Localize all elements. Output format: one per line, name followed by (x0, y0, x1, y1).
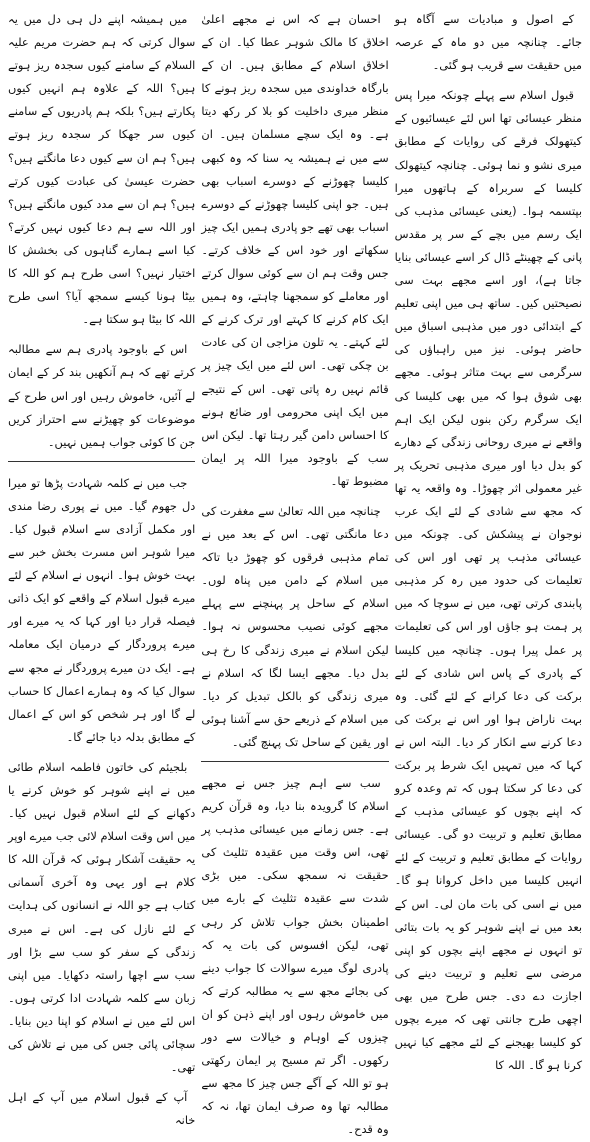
column-left (8, 8, 196, 1128)
paragraph: چنانچہ میں اللہ تعالیٰ سے مغفرت کی دعا مانگتی تھی۔ اس کے بعد میں نے تمام مذہبی فرقوں کو چھوڑ دیا تاکہ میں اسلام کے دامن میں پناہ لوں۔ اسلام کے ساحل پر پہنچنے سے پہلے مجھے کوئی نصیب محسوس نہ ہوا۔ لیکن اسلام نے میری زندگی کا رخ ہی بدل دیا۔ مجھے ایسا لگا کہ اسلام نے میری زندگی کو بالکل تبدیل کر دیا۔ میں اسلام کے ذریعے حق سے آشنا ہوئی اور یقین کے ساحل تک پہنچ گئی۔ (201, 503, 389, 749)
paragraph: آپ کے قبول اسلام میں آپ کے اہل خانہ (8, 1090, 196, 1128)
paragraph: میں ہمیشہ اپنے دل ہی دل میں یہ سوال کرتی کہ ہم حضرت مریم علیہ السلام کے سامنے کیوں سجدہ ریز ہوتے ہیں؟ اللہ کے علاوہ ہم انہیں کیوں پکارتے ہیں؟ بلکہ ہم پادریوں کے سامنے کیوں سر جھکا کر سجدہ ریز ہوتے ہیں؟ ہم ان سے کیوں دعا مانگتے ہیں؟ حضرت عیسیٰ کی عبادت کیوں کرتے ہیں؟ ہم ان سے مدد کیوں مانگتے ہیں؟ اور اللہ سے ہم دعا کیوں نہیں کرتے؟ کیا اسے ہمارے گناہوں کی بخشش کا اختیار نہیں؟ اسی طرح ہم کو اللہ کا بیٹا ہونا کیسے سمجھ آیا؟ اسی طرح اللہ کا بیٹا ہو سکتا ہے۔ (8, 12, 196, 327)
paragraph: بلجیئم کی خاتون فاطمہ اسلام طائی میں نے اپنے شوہر کو خوش کرنے یا دکھانے کے لئے اسلام قبول نہیں کیا۔ میں اس وقت اسلام لائی جب میرے اوپر یہ حقیقت آشکار ہوئی کہ قرآن اللہ کا کلام ہے اور یہی وہ آخری آسمانی کتاب ہے جو اللہ نے انسانوں کی ہدایت کے لئے نازل کی ہے۔ اس نے میری زندگی کے سفر کو سب سے بڑا اور سب سے اچھا راستہ دکھایا۔ میں اپنی زبان سے کلمہ شہادت ادا کرتی ہوں۔ اس لئے میں نے اسلام کو اپنا دین بنایا۔ سچائی پائی جس کی میں نے تلاش کی تھی۔ (8, 759, 196, 1075)
section-divider (201, 761, 388, 762)
paragraph: جب میں نے کلمہ شہادت پڑھا تو میرا دل جھوم گیا۔ میں نے پوری رضا مندی اور مکمل آزادی سے اسلام قبول کیا۔ میرا شوہر اس مسرت بخش خبر سے بہت خوش ہوا۔ انہوں نے اسلام کے لئے میرے قبول اسلام کے واقعے کو ایک ذاتی فیصلہ قرار دیا اور کہا کہ یہ میرے اور میرے پروردگار کے درمیان ایک معاملہ ہے۔ ایک دن میرے پروردگار نے مجھ سے سوال کیا کہ وہ ہمارے اعمال کا حساب لے گا اور ہر شخص کو اس کے اعمال کے مطابق بدلہ دیا جائے گا۔ (8, 475, 196, 744)
magazine-page (8, 8, 582, 1137)
column-right (394, 8, 582, 1073)
section-divider (8, 461, 195, 462)
paragraph: سب سے اہم چیز جس نے مجھے اسلام کا گرویدہ بنا دیا، وہ قرآن کریم ہے۔ جس زمانے میں عیسائی مذہب پر تھی، اس وقت میں عقیدہ تثلیث کی حقیقت نہ سمجھ سکی۔ میں بڑی شدت سے عقیدہ تثلیث کے بارے میں اطمینان بخش جواب تلاش کر رہی تھی، لیکن افسوس کی بات یہ کہ پادری لوگ میرے سوالات کا جواب دینے کی بجائے مجھ سے یہ مطالبہ کرتے کہ میں خاموش رہوں اور اپنے ذہن کو ان چیزوں کے اوہام و خیالات سے دور رکھوں۔ اگر تم مسیح پر ایمان رکھتی ہو تو اللہ کے آگے جس چیز کا مجھ سے مطالبہ تھا وہ صرف ایمان تھا، نہ کہ وہ قدح۔ (201, 776, 389, 1137)
column-middle (201, 8, 389, 1137)
paragraph: اس کے باوجود پادری ہم سے مطالبہ کرتے تھے کہ ہم آنکھیں بند کر کے ایمان لے آئیں، خاموش رہیں اور اس طرح کے موضوعات کو چھیڑنے سے احتراز کریں جن کا کوئی جواب ہمیں نہیں۔ (8, 342, 196, 449)
paragraph: کے اصول و مبادیات سے آگاہ ہو جائے۔ چنانچہ میں دو ماہ کے عرصہ میں حقیقت سے قریب ہو گئی۔ (394, 12, 582, 73)
paragraph: احسان ہے کہ اس نے مجھے اعلیٰ اخلاق کا مالک شوہر عطا کیا۔ ان کے اخلاق اسلام کے مطابق ہیں۔ ان کے بارگاہ خداوندی میں سجدہ ریز ہونے کا منظر میری داخلیت کو بلا کر رکھ دیتا ہے۔ وہ ایک سچے مسلمان ہیں۔ ان سے میں نے ہمیشہ یہ سنا کہ وہ کبھی کلیسا چھوڑنے کے دوسرے اسباب بھی ہیں۔ جو اپنی کلیسا چھوڑنے کے دوسرے اسباب بھی تھے جو پادری ہمیں ایک چیز سکھاتے اور خود اس کے خلاف کرتے۔ جس وقت ہم ان سے کوئی سوال کرتے اور معاملے کو سمجھنا چاہتے، وہ ہمیں ایک کام کرنے کا کہتے اور ترک کرنے کے لئے کہتے۔ یہ تلون مزاجی ان کی عادت بن چکی تھی۔ اس لئے میں ایک چیز پر قائم نہیں رہ پاتی تھی۔ اس کے نتیجے میں ایک اپنی محرومی اور ضائع ہونے کا احساس دامن گیر رہتا تھا۔ لیکن اس سب کے باوجود میرا اللہ پر ایمان مضبوط تھا۔ (201, 12, 389, 488)
paragraph: قبول اسلام سے پہلے چونکہ میرا پس منظر عیسائی تھا اس لئے عیسائیوں کے کیتھولک فرقے کی روایات کے مطابق میری نشو و نما ہوئی۔ چنانچہ کیتھولک کلیسا کے سربراہ کے ہاتھوں میرا بپتسمہ ہوا۔ (یعنی عیسائی مذہب کی ایک رسم میں بچے کے سر پر مقدس پانی کے چھینٹے ڈال کر اسے عیسائی بنایا جاتا ہے)، اور اسے مجھے بہت سی نصیحتیں کیں۔ ساتھ ہی میں اپنی تعلیم کے ابتدائی دور میں مذہبی اسباق میں حاضر ہوئی۔ نیز میں راہباؤں کی سرگرمی سے بہت متاثر ہوئی۔ مجھے بھی شوق ہوا کہ میں بھی کلیسا کی ایک سرگرم رکن بنوں لیکن ایک اہم واقعے نے میری روحانی زندگی کے دھارے کو بدل دیا اور میری مذہبی تحریک پر غیر معمولی اثر چھوڑا۔ وہ واقعہ یہ تھا کہ مجھ سے شادی کے لئے ایک عرب نوجوان نے پیشکش کی۔ چونکہ میں عیسائی مذہب پر تھی اور اس کی تعلیمات کی حدود میں رہ کر مذہبی پابندی کرتی تھی، میں نے سوچا کہ میں پر ہمت ہو جاؤں اور اس کی تعلیمات پر عمل پیرا ہوں۔ چنانچہ میں کلیسا کے پادری کے پاس اس شادی کے لئے برکت کی دعا کرانے کے لئے گئی۔ وہ بہت ناراض ہوا اور اس نے برکت کی دعا کرنے سے انکار کر دیا۔ البتہ اس نے کہا کہ میں تمہیں ایک شرط پر برکت کی دعا کر سکتا ہوں کہ تم وعدہ کرو کہ اپنے بچوں کو عیسائی مذہب کے مطابق تعلیم و تربیت دو گی۔ عیسائی روایات کے مطابق تعلیم و تربیت کے لئے انہیں کلیسا میں داخل کروانا ہو گا۔ میں نے اسی کی بات مان لی۔ اس کے بعد میں نے اپنے شوہر کو یہ بات بتائی تو انہوں نے مجھے اپنے بچوں کو اپنی مرضی سے تعلیم و تربیت دینے کی اجازت دے دی۔ جس طرح میں بھی اچھی طرح جانتی تھی کہ میرے بچوں کو کلیسا بھیجنے کے لئے مجھے کیا نہیں کرنا ہو گا۔ اللہ کا (394, 88, 582, 1073)
